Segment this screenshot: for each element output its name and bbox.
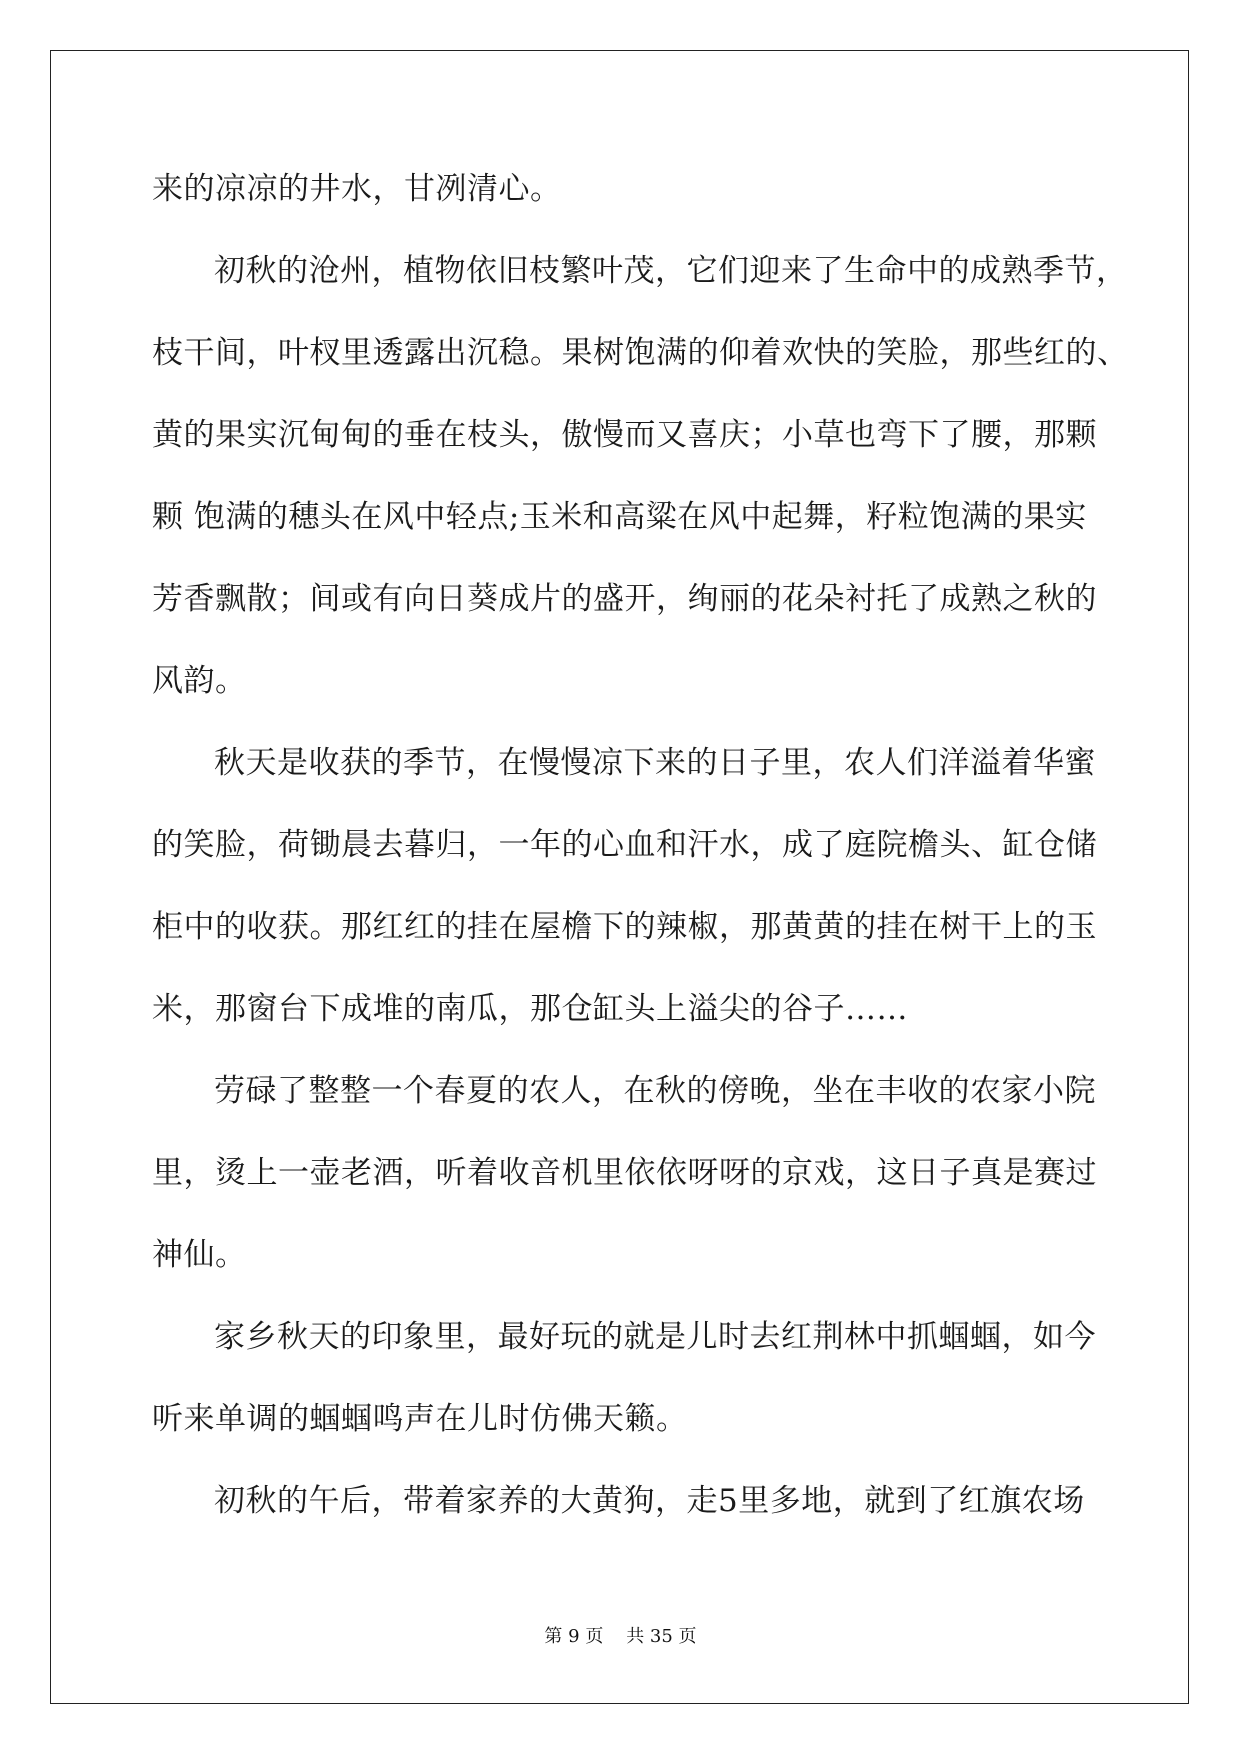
text-line: 黄的果实沉甸甸的垂在枝头，傲慢而又喜庆；小草也弯下了腰，那颗 [152,417,1097,453]
text-line: 秋天是收获的季节，在慢慢凉下来的日子里，农人们洋溢着华蜜 [214,745,1096,781]
text-line: 风韵。 [152,663,247,699]
page-number: 第 9 页 共 35 页 [544,1626,697,1647]
text-line: 家乡秋天的印象里，最好玩的就是儿时去红荆林中抓蝈蝈，如今 [214,1319,1096,1355]
document-body [152,148,1129,1542]
text-line: 柜中的收获。那红红的挂在屋檐下的辣椒，那黄黄的挂在树干上的玉 [152,909,1097,945]
text-line: 枝干间，叶杈里透露出沉稳。果树饱满的仰着欢快的笑脸，那些红的、 [152,335,1129,371]
text-line: 米，那窗台下成堆的南瓜，那仓缸头上溢尖的谷子…… [152,991,908,1027]
text-line: 芳香飘散；间或有向日葵成片的盛开，绚丽的花朵衬托了成熟之秋的 [152,581,1097,617]
text-line: 初秋的沧州，植物依旧枝繁叶茂，它们迎来了生命中的成熟季节， [214,253,1128,289]
text-line: 听来单调的蝈蝈鸣声在儿时仿佛天籁。 [152,1401,688,1437]
page-footer [0,1622,1241,1648]
text-line: 神仙。 [152,1237,247,1273]
text-line: 劳碌了整整一个春夏的农人，在秋的傍晚，坐在丰收的农家小院 [214,1073,1096,1109]
text-line: 的笑脸，荷锄晨去暮归，一年的心血和汗水，成了庭院檐头、缸仓储 [152,827,1097,863]
text-line: 来的凉凉的井水，甘冽清心。 [152,171,562,207]
text-line: 颗 饱满的穗头在风中轻点;玉米和高粱在风中起舞，籽粒饱满的果实 [152,499,1087,535]
text-line: 初秋的午后，带着家养的大黄狗，走5里多地，就到了红旗农场 [214,1483,1085,1519]
text-line: 里，烫上一壶老酒，听着收音机里依依呀呀的京戏，这日子真是赛过 [152,1155,1097,1191]
